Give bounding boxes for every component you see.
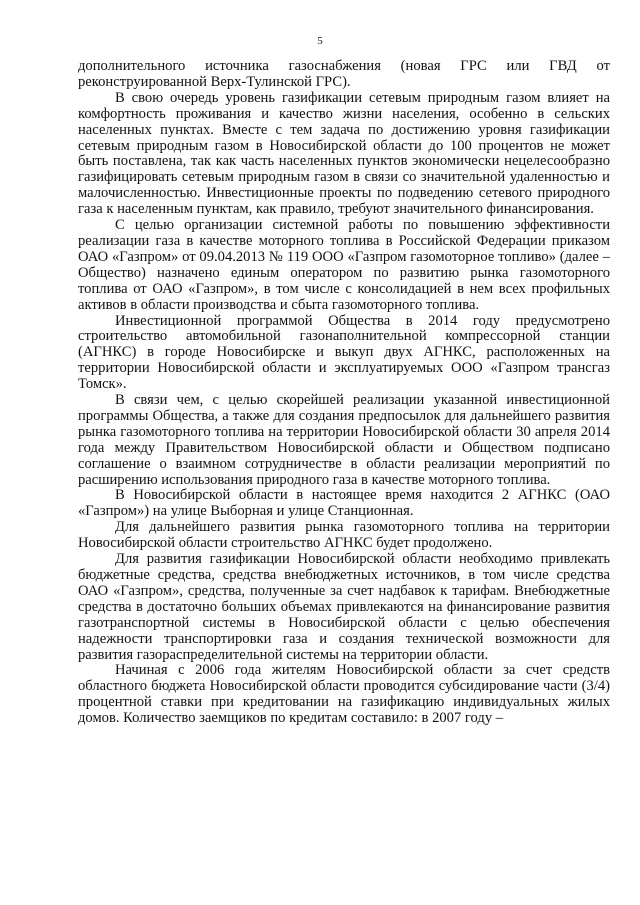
- paragraph-continuation: дополнительного источника газоснабжения (новая ГРС или ГВД от реконструированной Верх-Тулинской ГРС).: [78, 58, 610, 90]
- document-body: [78, 59, 610, 727]
- paragraph-agnks-construction: Для дальнейшего развития рынка газомоторного топлива на территории Новосибирской области строительство АГНКС будет продолжено.: [78, 519, 610, 552]
- paragraph-investment-program: Инвестиционной программой Общества в 2014 году предусмотрено строительство автомобильной газонаполнительной компрессорной станции (АГНКС) в городе Новосибирске и выкуп двух АГНКС, расположенных на территории Новосибирской области и эксплуатируемых ООО «Газпром трансгаз Томск».: [78, 312, 610, 393]
- paragraph-loan-subsidies: Начиная с 2006 года жителям Новосибирской области за счет средств областного бюджета Новосибирской области проводится субсидирование части (3/4) процентной ставки при кредитовании на газификацию индивидуальных жилых домов. Количество заемщиков по кредитам составило: в 2007 году –: [78, 662, 610, 727]
- paragraph-motor-fuel-operator: С целью организации системной работы по повышению эффективности реализации газа в качестве моторного топлива в Российской Федерации приказом ОАО «Газпром» от 09.04.2013 № 119 ООО «Газпром газомоторное топливо» (далее – Общество) назначено единым оператором по развитию рынка газомоторного топлива от ОАО «Газпром», в том числе с консолидацией в нем всех профильных активов в области производства и сбыта газомоторного топлива.: [78, 217, 610, 313]
- paragraph-cooperation-agreement: В связи чем, с целью скорейшей реализации указанной инвестиционной программы Общества, а также для создания предпосылок для дальнейшего развития рынка газомоторного топлива на территории Новосибирской области 30 апреля 2014 года между Правительством Новосибирской области и Обществом подписано соглашение о взаимном сотрудничестве в области реализации мероприятий по расширению использования природного газа в качестве моторного топлива.: [78, 392, 610, 488]
- paragraph-gasification-level: В свою очередь уровень газификации сетевым природным газом влияет на комфортность проживания и качество жизни населения, особенно в сельских населенных пунктах. Вместе с тем задача по достижению уровня газификации сетевым природным газом в Новосибирской области до 100 процентов не может быть поставлена, так как часть населенных пунктов экономически нецелесообразно газифицировать сетевым природным газом в связи со значительной удаленностью и малочисленностью. Инвестиционные проекты по подведению сетевого природного газа к населенным пунктам, как правило, требуют значительного финансирования.: [78, 89, 610, 218]
- paragraph-funding-sources: Для развития газификации Новосибирской области необходимо привлекать бюджетные средства, средства внебюджетных источников, в том числе средства ОАО «Газпром», средства, полученные за счет надбавок к тарифам. Внебюджетные средства в достаточно больших объемах привлекаются на финансирование развития газотранспортной системы в Новосибирской области с целью обеспечения надежности транспортировки газа и создания технической возможности для развития газораспределительной системы на территории области.: [78, 551, 610, 663]
- paragraph-agnks-stations: В Новосибирской области в настоящее время находится 2 АГНКС (ОАО «Газпром») на улице Выборная и улице Станционная.: [78, 487, 610, 520]
- page-number: 5: [317, 35, 323, 47]
